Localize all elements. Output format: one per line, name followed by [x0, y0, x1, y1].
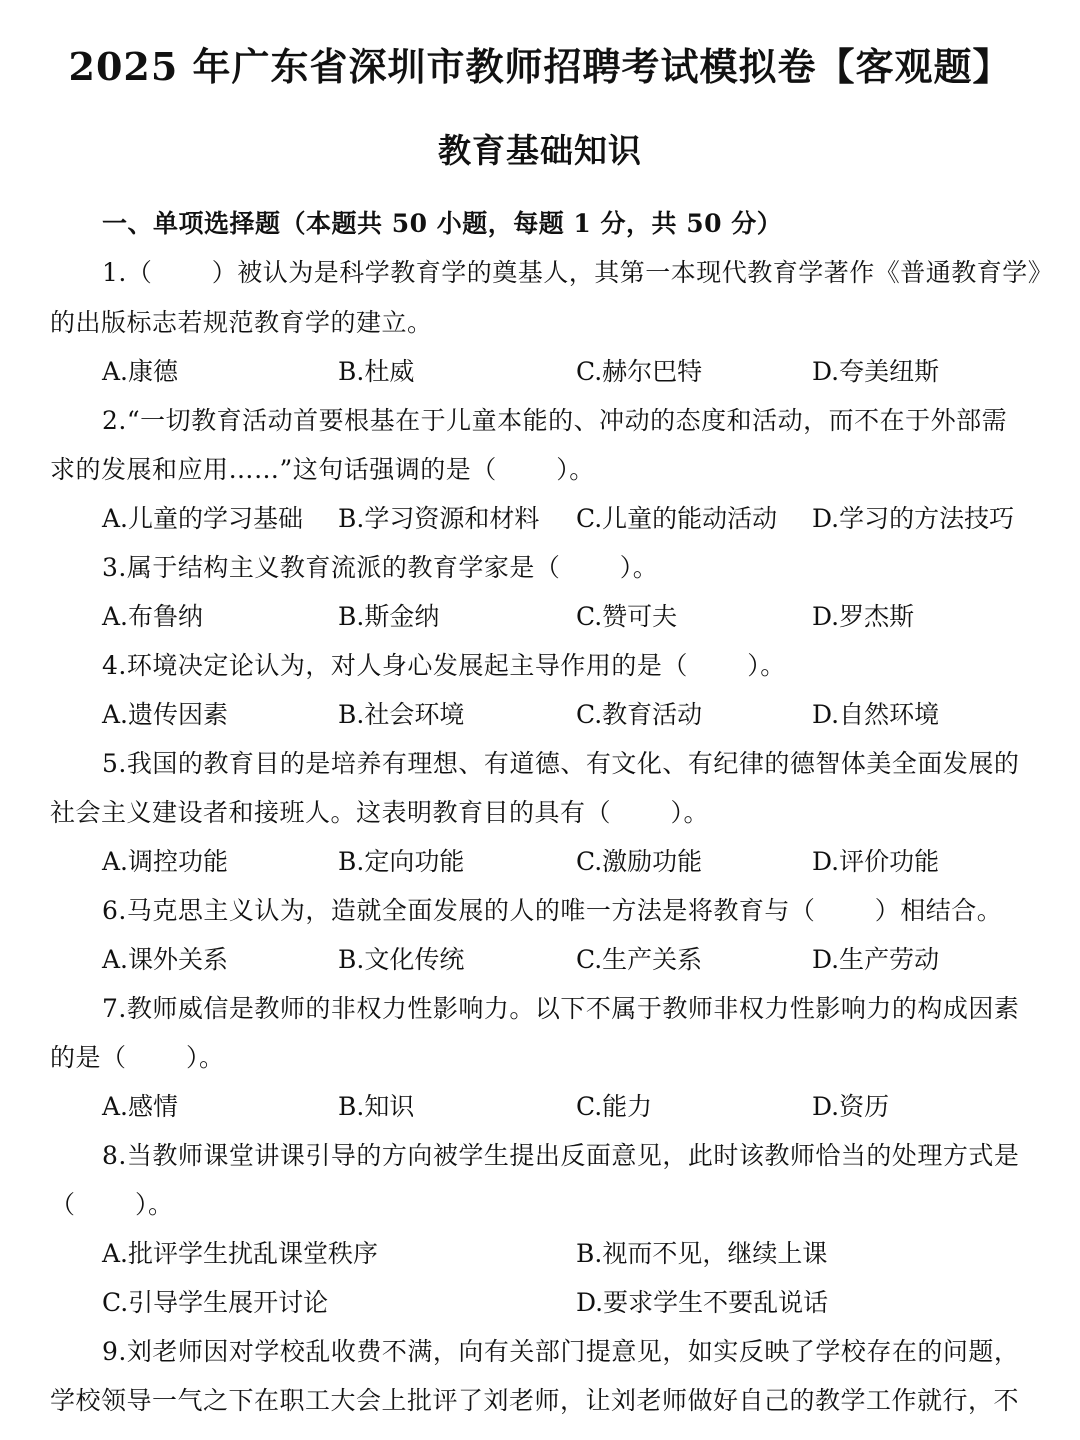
question-6-options	[102, 944, 1042, 976]
question-8-options-row-1	[102, 1238, 1042, 1270]
option-a: A.课外关系	[102, 945, 229, 974]
option-c: C.儿童的能动活动	[576, 504, 778, 533]
question-4-options	[102, 699, 1042, 731]
option-c: C.能力	[576, 1092, 653, 1121]
option-a: A.布鲁纳	[102, 602, 204, 631]
option-b: B.斯金纳	[338, 602, 440, 631]
question-6-line-1: 6.马克思主义认为，造就全面发展的人的唯一方法是将教育与（ ）相结合。	[102, 896, 1003, 925]
option-c: C.激励功能	[576, 847, 703, 876]
question-1-line-1: 1.（ ）被认为是科学教育学的奠基人，其第一本现代教育学著作《普通教育学》	[102, 258, 1054, 287]
option-b: B.杜威	[338, 357, 415, 386]
option-b: B.知识	[338, 1092, 415, 1121]
question-8-options-row-2	[102, 1287, 1042, 1319]
option-d: D.罗杰斯	[812, 602, 915, 631]
question-8-line-1: 8.当教师课堂讲课引导的方向被学生提出反面意见，此时该教师恰当的处理方式是	[102, 1141, 1020, 1170]
question-3-options	[102, 601, 1042, 633]
option-a: A.批评学生扰乱课堂秩序	[102, 1239, 379, 1268]
option-d: D.评价功能	[812, 847, 940, 876]
option-b: B.社会环境	[338, 700, 465, 729]
option-b: B.定向功能	[338, 847, 465, 876]
question-2-options	[102, 503, 1042, 535]
question-5-line-2: 社会主义建设者和接班人。这表明教育目的具有（ ）。	[50, 798, 709, 827]
option-d: D.自然环境	[812, 700, 940, 729]
exam-title: 2025 年广东省深圳市教师招聘考试模拟卷【客观题】	[68, 44, 1012, 89]
question-5-options	[102, 846, 1042, 878]
option-c: C.赫尔巴特	[576, 357, 703, 386]
option-a: A.感情	[102, 1092, 179, 1121]
section-heading: 一、单项选择题（本题共 50 小题，每题 1 分，共 50 分）	[102, 209, 783, 238]
question-7-line-1: 7.教师威信是教师的非权力性影响力。以下不属于教师非权力性影响力的构成因素	[102, 994, 1020, 1023]
option-c: C.生产关系	[576, 945, 703, 974]
option-b: B.学习资源和材料	[338, 504, 540, 533]
question-5-line-1: 5.我国的教育目的是培养有理想、有道德、有文化、有纪律的德智体美全面发展的	[102, 749, 1020, 778]
option-b: B.文化传统	[338, 945, 465, 974]
question-8-line-2: （ ）。	[50, 1190, 174, 1219]
question-2-line-2: 求的发展和应用……”这句话强调的是（ ）。	[50, 455, 595, 484]
option-a: A.儿童的学习基础	[102, 504, 304, 533]
option-d: D.要求学生不要乱说话	[576, 1288, 829, 1317]
option-d: D.生产劳动	[812, 945, 940, 974]
question-9-line-2: 学校领导一气之下在职工大会上批评了刘老师，让刘老师做好自己的教学工作就行，不	[50, 1386, 1020, 1415]
subject-title: 教育基础知识	[438, 131, 642, 170]
question-9-line-1: 9.刘老师因对学校乱收费不满，向有关部门提意见，如实反映了学校存在的问题，	[102, 1337, 1020, 1366]
option-a: A.康德	[102, 357, 179, 386]
option-d: D.资历	[812, 1092, 890, 1121]
question-7-line-2: 的是（ ）。	[50, 1043, 225, 1072]
question-7-options	[102, 1091, 1042, 1123]
option-c: C.教育活动	[576, 700, 703, 729]
option-a: A.调控功能	[102, 847, 229, 876]
option-c: C.赞可夫	[576, 602, 678, 631]
question-2-line-1: 2.“一切教育活动首要根基在于儿童本能的、冲动的态度和活动，而不在于外部需	[102, 406, 1008, 435]
question-4-line-1: 4.环境决定论认为，对人身心发展起主导作用的是（ ）。	[102, 651, 786, 680]
question-1-options	[102, 356, 1042, 388]
option-d: D.夸美纽斯	[812, 357, 940, 386]
question-1-line-2: 的出版标志若规范教育学的建立。	[50, 308, 433, 337]
option-a: A.遗传因素	[102, 700, 229, 729]
option-b: B.视而不见，继续上课	[576, 1239, 828, 1268]
option-c: C.引导学生展开讨论	[102, 1288, 329, 1317]
question-3-line-1: 3.属于结构主义教育流派的教育学家是（ ）。	[102, 553, 659, 582]
option-d: D.学习的方法技巧	[812, 504, 1015, 533]
